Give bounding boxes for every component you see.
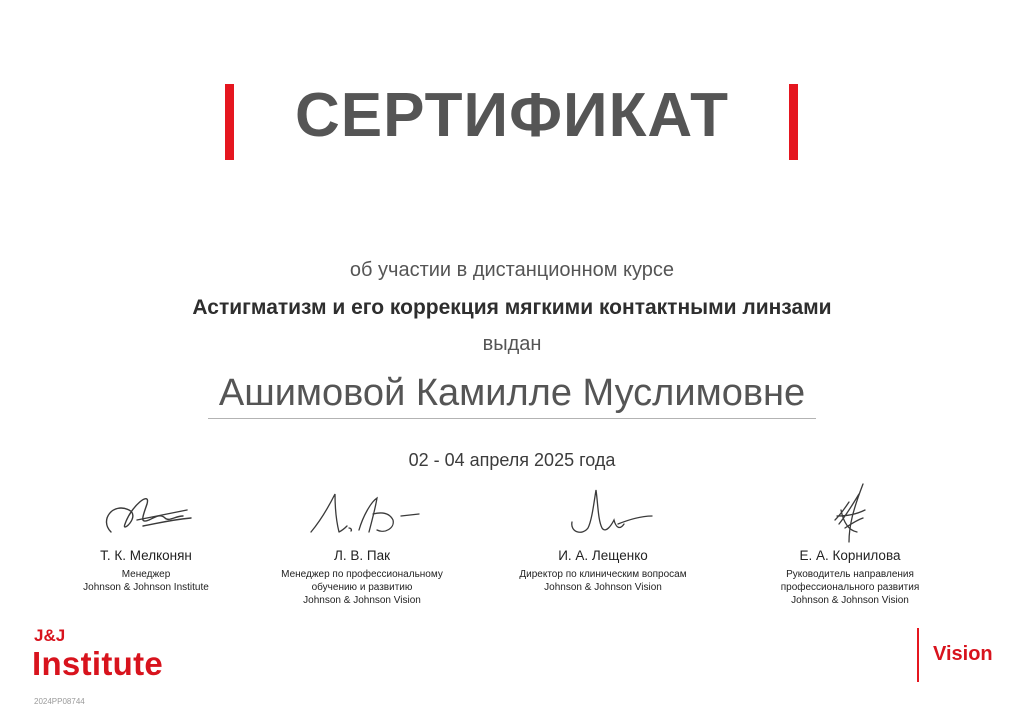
jj-logo-small: J&J	[34, 626, 66, 645]
signer-block	[242, 480, 482, 607]
vision-logo: Vision	[933, 643, 993, 665]
recipient-name: Ашимовой Камилле Муслимовне	[218, 372, 806, 414]
signer-name: Л. В. Пак	[334, 548, 390, 563]
certificate-title: СЕРТИФИКАТ	[295, 81, 729, 150]
signer-name: Е. А. Корнилова	[799, 548, 901, 563]
signer-block	[26, 480, 266, 594]
signer-name: Т. К. Мелконян	[100, 548, 192, 563]
course-dates: 02 - 04 апреля 2025 года	[408, 450, 616, 470]
signature-image	[805, 480, 895, 546]
signature-image	[91, 480, 201, 546]
signer-block	[730, 480, 970, 607]
signature-image	[548, 480, 658, 546]
signer-block	[483, 480, 723, 594]
issued-label: выдан	[482, 333, 542, 355]
vision-accent-bar	[917, 628, 919, 682]
document-code: 2024PP08744	[34, 697, 85, 706]
course-name: Астигматизм и его коррекция мягкими контактными линзами	[192, 296, 832, 319]
institute-logo: Institute	[32, 645, 164, 682]
signer-role: Менеджер по профессиональному обучению и развитию Johnson & Johnson Vision	[281, 569, 443, 606]
signer-role: Менеджер Johnson & Johnson Institute	[83, 569, 209, 593]
certificate-subtitle: об участии в дистанционном курсе	[349, 259, 675, 281]
recipient-underline	[208, 418, 816, 419]
signer-name: И. А. Лещенко	[558, 548, 648, 563]
signature-image	[297, 480, 427, 546]
signer-role: Директор по клиническим вопросам Johnson & Johnson Vision	[519, 569, 687, 593]
signer-role: Руководитель направления профессионального развития Johnson & Johnson Vision	[780, 569, 920, 606]
